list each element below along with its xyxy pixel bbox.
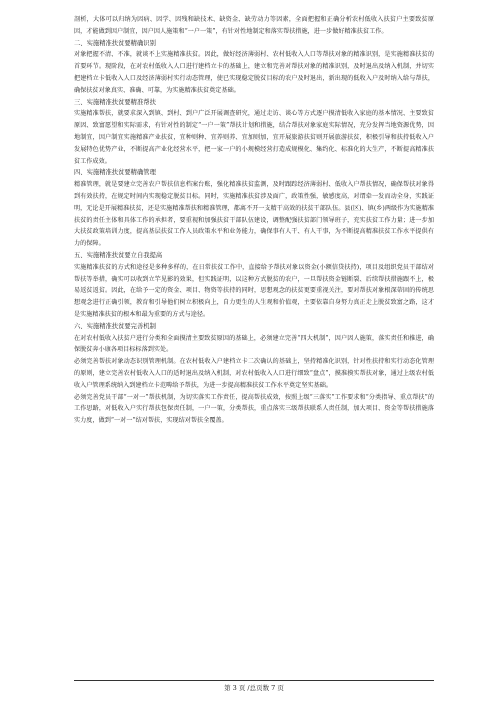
heading-precise-assistance: 三、实施精准扶贫要精准帮扶 [74,98,156,106]
paragraph-dynamic-identification: 必须完善帮扶对象动态识别管理机制。在农村低收入户建档立卡二次确认的基础上，坚持精准化识别，针对性扶持和实行动态化管理的原则，建立完善农村低收入人口的适时退出及纳入机制，对农村低收入人口进行细致“盘点”，摸准摸实帮扶对象，通过上级农村低收入户管理系统纳入到建档立卡范畴给予帮扶，为进一步提高精准扶贫工作水平奠定坚实基础。 [74,358,434,389]
heading-self-improvement: 五、实施精准扶贫要立自我提高 [74,251,163,259]
document-body [74,14,434,427]
heading-identification: 二、实施精准扶贫要精确识别 [74,39,156,47]
paragraph-intro: 剖析，大体可以归纳为因病、因学、因残和缺技术、缺资金、缺劳动力等因素，全面把握和正确分析农村低收入扶贫户主要致贫原因，才能做到因户制宜，因户因人施策和“一户一策”，有针对性地制定和落实帮扶措施，进一步做好精准扶贫工作。 [74,16,434,35]
paragraph-self-improvement: 实施精准扶贫的方式和途径是多种多样的，在日常扶贫工作中，直接给予帮扶对象以资金(小额信贷扶持)，项目及组织党员干部结对帮扶等举措，确实可以收到立竿见影的效果，但实践证明，以这种方式脱贫的农户，一旦帮扶资金链断裂、后续帮扶措施跟不上，极易返贫返贫。因此，在给予一定的资金、项目、物资等扶持的同时，思想观念的扶贫更要重视关注，要对帮扶对象根深蒂固的传统思想观念进行正确引领，教育和引导他们树立积极向上，自力更生的人生观和价值观，主要依靠自身努力真正走上脱贫致富之路，这才是实施精准扶贫的根本和最为重要的方式与途径。 [74,263,434,318]
page-footer [74,680,434,694]
paragraph-identification: 对象把握不清、不准，就谈不上实施精准扶贫。因此，做好经济薄弱村、农村低收入人口等帮扶对象的精准识别，是实施精准扶贫的首要环节。现阶段，在对农村低收入人口进行建档立卡的基础上，建立和完善对帮扶对象的精准识别，及时退出及纳入机制，并切实把建档立卡低收入人口及经济薄弱村实行动态管理，使已实现稳定脱贫目标的农户及时退出，新出现的低收入户及时纳入给与帮扶，确保扶贫对象真实、准确、可靠，为实施精准扶贫奠定基础。 [74,51,434,94]
heading-mechanisms: 六、实施精准扶贫要完善机制 [74,322,156,330]
heading-precise-management: 四、实施精准扶贫要精确管理 [74,169,156,177]
paragraph-mechanisms: 在对农村低收入扶贫户进行分类和全面摸清主要致贫原因的基础上，必须建立完善“四大机制”，因户因人施策，落实责任和推进，确保脱贫奔小康各项目标标落到实处。 [74,334,434,354]
page-number: 第 3 页 /总页数 7 页 [224,684,284,692]
paragraph-precise-assistance: 实施精准帮扶，就要求深入到镇、到村、到户广泛开展调查研究，通过走访、谈心等方式逐户摸清低收入家庭的基本情况、主要致贫原因、致富愿望和实际需求，有针对性的制定“一户一策”帮扶计划和措施，结合帮扶对象家庭实际情况，充分发挥当地资源优势，因地制宜，因户制宜实施精准产业扶贫，宜种则种、宜养则养、宜加则加，宜开展旅游扶贫则开展旅游扶贫，积极引导和扶持低收入户发展特色优势产业，不断提高产业化经营水平，把一家一户的小规模经营打造成规模化、集约化、标准化的大生产，不断提高精准扶贫工作成效。 [74,110,434,165]
paragraph-one-to-one: 必须完善党员干部“一对一”帮扶机制，为切实落实工作责任，提高帮扶成效，按照上级“三落实”工作要求和“分类指导、重点帮扶”的工作思路，对低收入户实行帮扶包保责任制，一户一策，分类帮扶，重点落实三级帮扶联系人责任制，加大项目、资金等帮扶措施落实力度，做到“一对一”结对帮扶，实现结对帮扶全覆盖。 [74,393,434,425]
paragraph-precise-management: 精准管理，就是要建立完善农户帮扶信息档案台账，强化精准扶贫监测，及时跟踪经济薄弱村、低收入户帮扶情况，确保帮扶对象得到有效扶持，在规定时间内实现稳定脱贫目标。同时，实施精准扶贫涉及面广，政策性强，敏感度高，对谓牵一发而动全身，实践证明，无论是开展精准扶贫，还是实施精准帮扶和精准管理，都离不开一支精干高效的扶贫干部队伍。县(区)、镇(乡)两级作为实施精准扶贫的责任主体和具体工作的承担者，要重视和加强扶贫干部队伍建设，调整配强扶贫部门领导班子，充实扶贫工作力量；进一步加大扶贫政策培训力度，提高基层扶贫工作人员政策水平和业务能力，确保事有人干、有人干事，为不断提高精准扶贫工作水平提供有力的保障。 [74,181,434,248]
